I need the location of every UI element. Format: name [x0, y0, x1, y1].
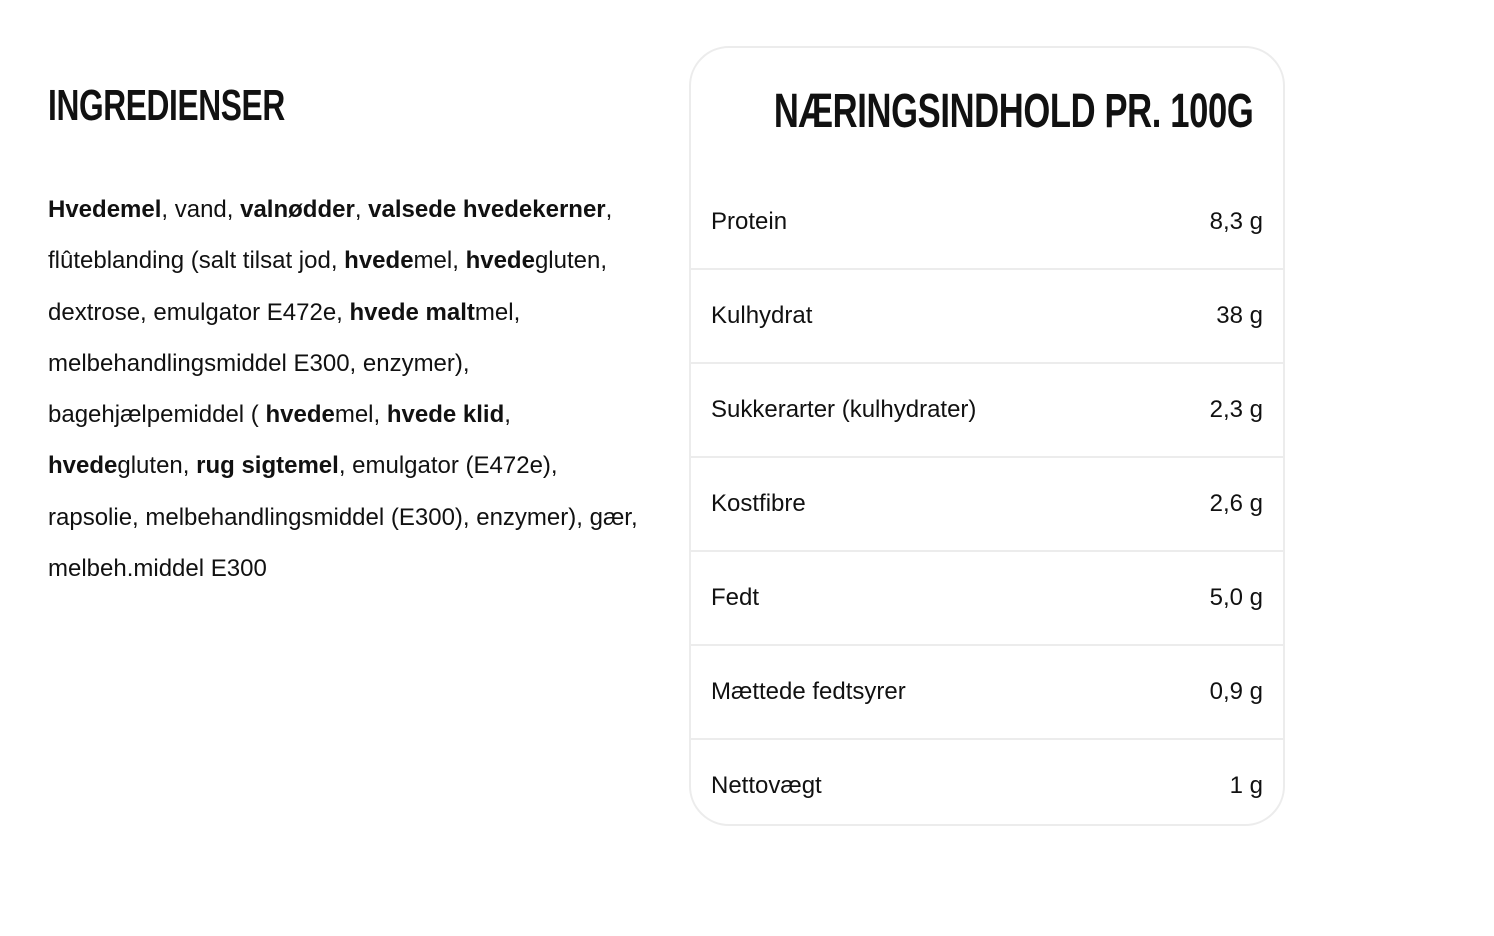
ingredient-part: hvede	[48, 452, 118, 480]
ingredient-part: mel,	[334, 401, 387, 429]
nutrition-row-protein	[691, 176, 1283, 270]
ingredient-part: hvede	[344, 247, 414, 275]
ingredient-part: hvede	[465, 247, 535, 275]
ingredient-part: mel,	[413, 247, 466, 275]
ingredient-part: hvede	[265, 401, 335, 429]
nutrition-table	[691, 176, 1283, 826]
ingredients-title: INGREDIENSER	[48, 81, 285, 130]
ingredient-part: , flûteblanding (salt tilsat jod,	[48, 196, 613, 275]
ingredient-part: ,	[354, 196, 369, 223]
nutrition-row-maettede-fedtsyrer	[691, 646, 1283, 740]
nutrition-row-kostfibre	[691, 458, 1283, 552]
ingredient-part: , vand,	[161, 196, 241, 223]
ingredient-part: hvede klid	[386, 401, 505, 429]
nutrition-label: Protein	[711, 208, 788, 235]
ingredient-part: rug sigtemel	[196, 452, 339, 480]
ingredients-text	[48, 184, 638, 594]
ingredient-part: gluten, dextrose, emulgator E472e,	[48, 247, 607, 326]
nutrition-row-kulhydrat	[691, 270, 1283, 364]
nutrition-label: Kostfibre	[711, 490, 806, 517]
nutrition-value: 0,9 g	[1209, 678, 1263, 705]
nutrition-value: 8,3 g	[1209, 208, 1263, 235]
nutrition-label: Kulhydrat	[711, 302, 813, 329]
nutrition-title: NÆRINGSINDHOLD PR. 100G	[773, 85, 1254, 138]
nutrition-label: Nettovægt	[711, 772, 822, 799]
ingredient-part: ,	[504, 401, 511, 429]
nutrition-value: 2,3 g	[1209, 396, 1263, 423]
ingredient-part: hvede malt	[349, 298, 475, 326]
ingredient-part: Hvedemel	[48, 196, 162, 223]
nutrition-label: Mættede fedtsyrer	[711, 678, 906, 705]
nutrition-value: 2,6 g	[1209, 490, 1263, 517]
nutrition-value: 1 g	[1229, 772, 1263, 799]
ingredient-part: valnødder	[240, 196, 355, 223]
nutrition-label: Sukkerarter (kulhydrater)	[711, 396, 977, 423]
nutrition-row-nettovaegt	[691, 740, 1283, 826]
nutrition-card	[689, 46, 1285, 826]
ingredient-part: mel, melbehandlingsmiddel E300, enzymer), bagehjælpemiddel (	[48, 298, 521, 429]
ingredients-section	[48, 80, 638, 618]
nutrition-label: Fedt	[711, 584, 760, 611]
ingredient-part: valsede hvedekerner	[368, 196, 606, 223]
nutrition-row-fedt	[691, 552, 1283, 646]
ingredient-part: , emulgator (E472e), rapsolie, melbehandlingsmiddel (E300), enzymer), gær, melbeh.middel E300	[48, 452, 638, 583]
nutrition-value: 38 g	[1216, 302, 1263, 329]
nutrition-value: 5,0 g	[1209, 584, 1263, 611]
ingredient-part: gluten,	[117, 452, 197, 480]
nutrition-row-sukkerarter	[691, 364, 1283, 458]
